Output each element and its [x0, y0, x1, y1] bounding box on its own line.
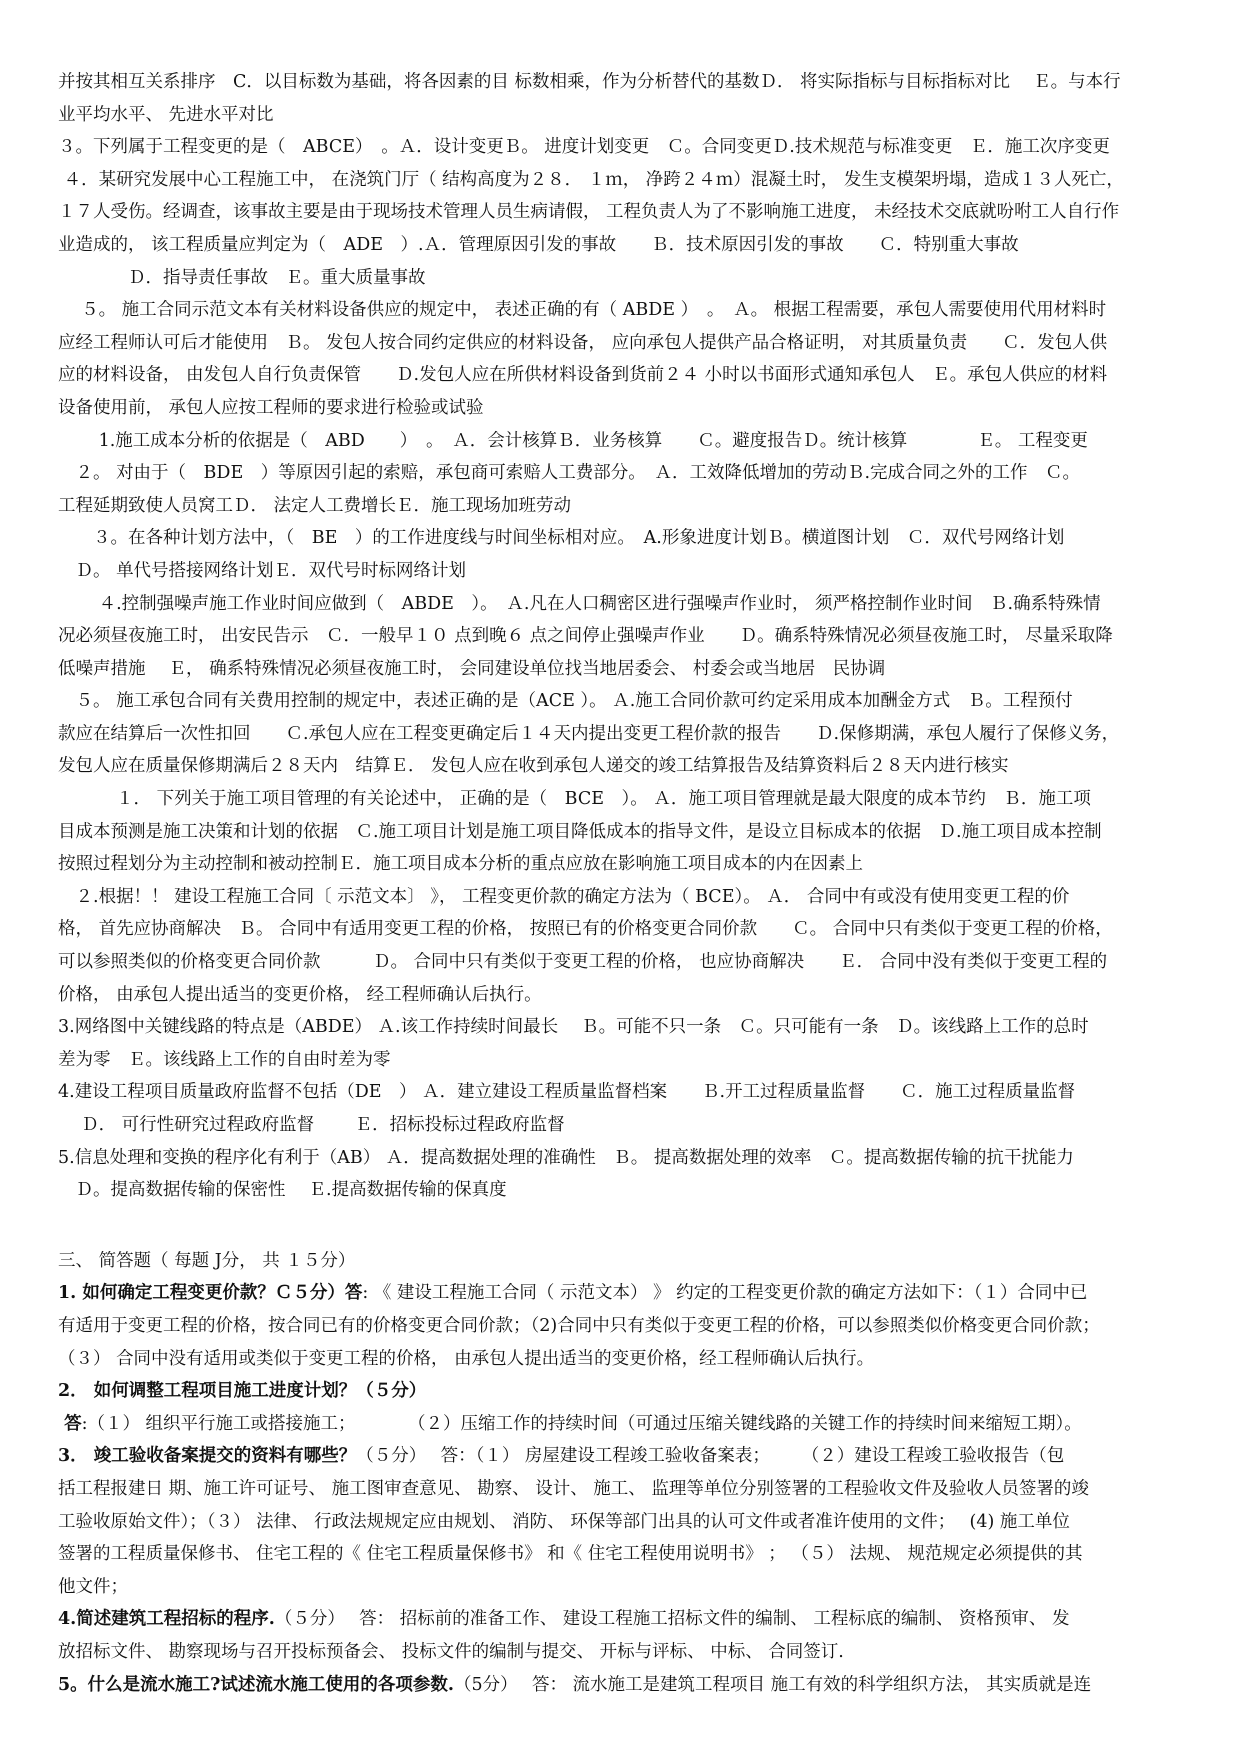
- text-line: 低噪声措施 Ｅ， 确系特殊情况必须昼夜施工时， 会同建设单位找当地居委会、 村委会或当地居 民协调: [58, 658, 886, 679]
- text-line: ４.控制强噪声施工作业时间应做到（ ABDE ）。 Ａ.凡在人口稠密区进行强噪声作业时， 须严格控制作业时间 Ｂ.确系特殊情: [58, 593, 1101, 614]
- answer-line: [58, 1343, 1198, 1376]
- text-line: Ｄ． 可行性研究过程政府监督 Ｅ．招标投标过程政府监督: [58, 1115, 565, 1135]
- text-line: ５。 施工承包合同有关费用控制的规定中，表述正确的是（ACE ）。 Ａ.施工合同价款可约定采用成本加酬金方式 Ｂ。工程预付: [58, 691, 1073, 712]
- answer-text: （３） 合同中没有适用或类似于变更工程的价格， 由承包人提出适当的变更价格，经工程师确认后执行。: [58, 1348, 875, 1369]
- answer-line: [58, 1277, 1198, 1310]
- text-line: Ｄ。 单代号搭接网络计划Ｅ．双代号时标网络计划: [58, 560, 467, 581]
- text-line: 设备使用前， 承包人应按工程师的要求进行检验或试验: [58, 397, 484, 418]
- text-line: 差为零 Ｅ。该线路上工作的自由时差为零: [58, 1049, 391, 1070]
- text-line: ５。 施工合同示范文本有关材料设备供应的规定中， 表述正确的有（ ABDE ） 。 Ａ。 根据工程需要，承包人需要使用代用材料时: [58, 300, 1107, 321]
- section-title: 三、 简答题（ 每题 J分， 共 １５分）: [58, 1250, 356, 1271]
- text-line: ３。在各种计划方法中，（ BE ）的工作进度线与时间坐标相对应。 A.形象进度计划Ｂ。横道图计划 Ｃ．双代号网络计划: [58, 528, 1065, 549]
- answer-line: [58, 1603, 1198, 1636]
- answer-line: [58, 1636, 1198, 1669]
- text-line: ３。下列属于工程变更的是（ ABCE） 。Ａ．设计变更Ｂ。 进度计划变更 Ｃ。合同变更Ｄ.技术规范与标准变更 Ｅ．施工次序变更: [58, 137, 1110, 158]
- text-line: 3.网络图中关键线路的特点是（ABDE） Ａ.该工作持续时间最长 Ｂ。可能不只一条 Ｃ。只可能有一条 Ｄ。该线路上工作的总时: [58, 1017, 1089, 1038]
- text-line: Ｄ。提高数据传输的保密性 Ｅ.提高数据传输的保真度: [58, 1180, 507, 1201]
- text-line: 应经工程师认可后才能使用 Ｂ。 发包人按合同约定供应的材料设备， 应向承包人提供产品合格证明， 对其质量负责 Ｃ．发包人供: [58, 332, 1108, 353]
- question-text: 1. 如何确定工程变更价款？Ｃ５分）答: [58, 1283, 363, 1304]
- document-page: [58, 66, 1198, 1701]
- answer-line: [58, 1538, 1198, 1571]
- answer-line: [58, 1571, 1198, 1604]
- text-line: 款应在结算后一次性扣回 Ｃ.承包人应在工程变更确定后１４天内提出变更工程价款的报告 Ｄ.保修期满，承包人履行了保修义务，: [58, 723, 1120, 744]
- text-line: 可以参照类似的价格变更合同价款 Ｄ。 合同中只有类似于变更工程的价格， 也应协商解决 Ｅ． 合同中没有类似于变更工程的: [58, 952, 1108, 973]
- question-list: [58, 66, 1198, 1207]
- question-text: 2． 如何调整工程项目施工进度计划？（５分）: [58, 1381, 427, 1402]
- text-line: ２.根据！！ 建设工程施工合同〔 示范文本〕 》， 工程变更价款的确定方法为（ BCE）。 Ａ． 合同中有或没有使用变更工程的价: [58, 886, 1070, 907]
- answer-text: :（１） 组织平行施工或搭接施工； （２）压缩工作的持续时间（可通过压缩关键线路的关键工作的持续时间来缩短工期）。: [81, 1413, 1082, 1434]
- answer-line: [58, 1375, 1198, 1408]
- text-line: Ｄ．指导责任事故 Ｅ。重大质量事故: [58, 267, 426, 288]
- answer-text: （５分） 答：（１） 房屋建设工程竣工验收备案表； （２）建设工程竣工验收报告（包: [356, 1446, 1065, 1467]
- question-text: 4.简述建筑工程招标的程序.: [58, 1609, 275, 1630]
- question-text: 5。什么是流水施工?试述流水施工使用的各项参数.: [58, 1674, 455, 1695]
- text-line: 工程延期致使人员窝工Ｄ． 法定人工费增长Ｅ．施工现场加班劳动: [58, 495, 572, 516]
- answer-text: （5分） 答： 流水施工是建筑工程项目 施工有效的科学组织方法， 其实质就是连: [454, 1674, 1092, 1695]
- answer-text: 有适用于变更工程的价格，按合同已有的价格变更合同价款；（2)合同中只有类似于变更工程的价格，可以参照类似价格变更合同价款；: [58, 1315, 1100, 1336]
- answer-text: 括工程报建日 期、施工许可证号、 施工图审查意见、 勘察、 设计、 施工、 监理等单位分别签署的工程验收文件及验收人员签署的竣: [58, 1478, 1089, 1499]
- text-line: 格， 首先应协商解决 Ｂ。 合同中有适用变更工程的价格， 按照已有的价格变更合同价款 Ｃ。 合同中只有类似于变更工程的价格，: [58, 919, 1113, 940]
- text-line: １７人受伤。经调查，该事故主要是由于现场技术管理人员生病请假， 工程负责人为了不影响施工进度， 未经技术交底就吩咐工人自行作: [58, 202, 1120, 223]
- section-gap: [58, 1207, 1198, 1245]
- text-line: 5.信息处理和变换的程序化有利于（AB） Ａ．提高数据处理的准确性 Ｂ。 提高数据处理的效率 Ｃ。提高数据传输的抗干扰能力: [58, 1147, 1074, 1168]
- answer-text: （５分） 答： 招标前的准备工作、 建设工程施工招标文件的编制、 工程标底的编制、 资格预审、 发: [274, 1609, 1070, 1630]
- answer-line: [58, 1440, 1198, 1473]
- text-line: 4.建设工程项目质量政府监督不包括（DE ） Ａ．建立建设工程质量监督档案 Ｂ.开工过程质量监督 Ｃ．施工过程质量监督: [58, 1082, 1076, 1103]
- text-line: ２。 对由于（ BDE ）等原因引起的索赔，承包商可索赔人工费部分。 Ａ．工效降低增加的劳动Ｂ.完成合同之外的工作 Ｃ。: [58, 463, 1081, 484]
- text-line: 业平均水平、 先进水平对比: [58, 104, 274, 125]
- text-line: 价格， 由承包人提出适当的变更价格， 经工程师确认后执行。: [58, 984, 542, 1005]
- text-line: 业造成的， 该工程质量应判定为（ ADE ）.Ａ．管理原因引发的事故 Ｂ．技术原因引发的事故 Ｃ．特别重大事故: [58, 234, 1019, 255]
- text-line: 况必须昼夜施工时， 出安民告示 Ｃ．一般早１０ 点到晚６ 点之间停止强噪声作业 Ｄ。确系特殊情况必须昼夜施工时， 尽量采取降: [58, 626, 1113, 647]
- text-line: １． 下列关于施工项目管理的有关论述中， 正确的是（ BCE ）。 Ａ．施工项目管理就是最大限度的成本节约 Ｂ．施工项: [58, 789, 1091, 810]
- text-line: 发包人应在质量保修期满后２８天内 结算Ｅ． 发包人应在收到承包人递交的竣工结算报告及结算资料后２８天内进行核实: [58, 756, 1009, 777]
- answer-line: [58, 1310, 1198, 1343]
- answer-text: 签署的工程质量保修书、 住宅工程的《 住宅工程质量保修书》 和《 住宅工程使用说明书》 ； （５） 法规、 规范规定必须提供的其: [58, 1544, 1083, 1565]
- text-line: 并按其相互关系排序 C．以目标数为基础，将各因素的目 标数相乘，作为分析替代的基数Ｄ． 将实际指标与目标指标对比 Ｅ。与本行: [58, 72, 1121, 92]
- question-text: 3． 竣工验收备案提交的资料有哪些？: [58, 1446, 357, 1467]
- answer-text: 他文件；: [58, 1576, 128, 1597]
- question-text: 答: [58, 1413, 82, 1434]
- text-line: 应的材料设备， 由发包人自行负责保管 Ｄ.发包人应在所供材料设备到货前２４ 小时以书面形式通知承包人 Ｅ。承包人供应的材料: [58, 365, 1108, 386]
- answer-line: [58, 1473, 1198, 1506]
- text-line: 按照过程划分为主动控制和被动控制Ｅ．施工项目成本分析的重点应放在影响施工项目成本的内在因素上: [58, 854, 863, 875]
- answer-line: [58, 1506, 1198, 1539]
- answer-text: 放招标文件、 勘察现场与召开投标预备会、 投标文件的编制与提交、 开标与评标、 中标、 合同签订.: [58, 1641, 844, 1662]
- short-answer-list: [58, 1277, 1198, 1701]
- text-line: ４．某研究发展中心工程施工中， 在浇筑门厅（ 结构高度为２８． １ｍ， 净跨２４ｍ）混凝土时， 发生支模架坍塌，造成１３人死亡，: [58, 169, 1124, 190]
- answer-text: 工验收原始文件）；（３） 法律、 行政法规规定应由规划、 消防、 环保等部门出具的认可文件或者准许使用的文件； (4) 施工单位: [58, 1511, 1070, 1532]
- text-line: 目成本预测是施工决策和计划的依据 Ｃ.施工项目计划是施工项目降低成本的指导文件，是设立目标成本的依据 Ｄ.施工项目成本控制: [58, 821, 1102, 842]
- text-line: 1.施工成本分析的依据是（ ABD ） 。 Ａ．会计核算Ｂ．业务核算 Ｃ。避度报告Ｄ。统计核算 Ｅ。 工程变更: [58, 430, 1088, 451]
- answer-line: [58, 1408, 1198, 1441]
- answer-line: [58, 1669, 1198, 1702]
- answer-text: : 《 建设工程施工合同（ 示范文本） 》 约定的工程变更价款的确定方法如下：（１）合同中已: [362, 1283, 1088, 1304]
